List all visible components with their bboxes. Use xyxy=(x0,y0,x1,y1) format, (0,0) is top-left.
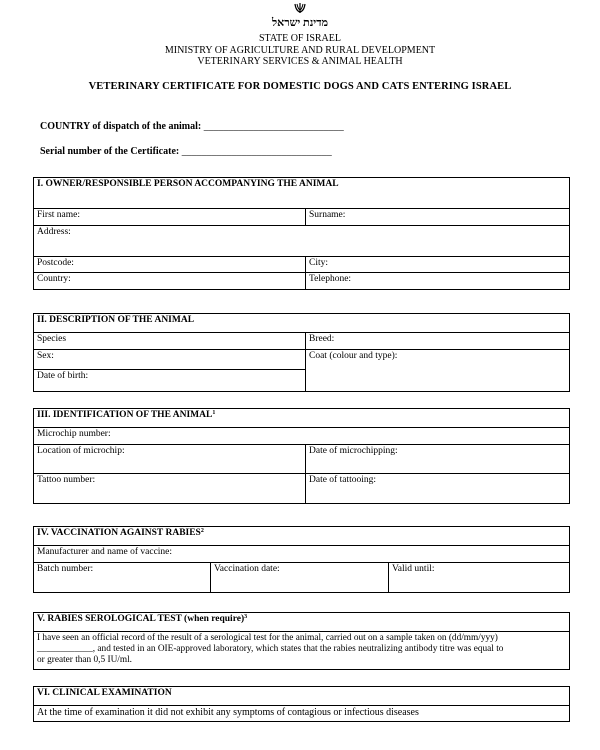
section-identification-title xyxy=(34,409,570,428)
serology-statement[interactable] xyxy=(34,632,570,670)
section-clinical-title: VI. CLINICAL EXAMINATION xyxy=(34,687,570,706)
state-emblem-icon xyxy=(292,0,308,14)
tattooing-date-field[interactable]: Date of tattooing: xyxy=(306,474,570,504)
section-description xyxy=(33,313,570,392)
species-field[interactable]: Species xyxy=(34,333,306,350)
vaccine-manufacturer-field[interactable]: Manufacturer and name of vaccine: xyxy=(34,546,570,563)
section-identification xyxy=(33,408,570,504)
postcode-field[interactable]: Postcode: xyxy=(34,257,306,273)
address-field[interactable]: Address: xyxy=(34,226,570,257)
batch-number-field[interactable]: Batch number: xyxy=(34,563,211,593)
section-vaccination-title xyxy=(34,527,570,546)
telephone-field[interactable]: Telephone: xyxy=(306,273,570,290)
serial-number-field[interactable] xyxy=(40,146,332,157)
footnote-3: 3 xyxy=(244,614,248,620)
hebrew-state-name: מדינת ישראל xyxy=(271,17,328,29)
serology-text-line-2: ____________, and tested in an OIE-approved laboratory, which states that the rabies neutralizing antibody titre was equal to xyxy=(37,644,504,654)
ministry-name: MINISTRY OF AGRICULTURE AND RURAL DEVELOPMENT xyxy=(164,45,436,56)
section-clinical xyxy=(33,686,570,722)
country-dispatch-field[interactable] xyxy=(40,121,344,132)
section-identification-title-text: III. IDENTIFICATION OF THE ANIMAL xyxy=(37,410,213,420)
breed-field[interactable]: Breed: xyxy=(306,333,570,350)
microchipping-date-field[interactable]: Date of microchipping: xyxy=(306,445,570,474)
section-owner xyxy=(33,177,570,290)
sex-field[interactable]: Sex: xyxy=(34,350,306,370)
section-description-title: II. DESCRIPTION OF THE ANIMAL xyxy=(34,314,570,333)
services-name: VETERINARY SERVICES & ANIMAL HEALTH xyxy=(197,56,403,67)
section-vaccination-title-text: IV. VACCINATION AGAINST RABIES xyxy=(37,528,201,538)
microchip-number-field[interactable]: Microchip number: xyxy=(34,428,570,445)
section-vaccination xyxy=(33,526,570,593)
country-dispatch-label: COUNTRY of dispatch of the animal: xyxy=(40,121,202,132)
country-dispatch-blank[interactable]: ____________________________ xyxy=(203,121,344,132)
country-field[interactable]: Country: xyxy=(34,273,306,290)
serial-number-blank[interactable]: ______________________________ xyxy=(181,146,332,157)
section-serology-title xyxy=(34,613,570,632)
city-field[interactable]: City: xyxy=(306,257,570,273)
footnote-2: 2 xyxy=(200,528,204,534)
tattoo-number-field[interactable]: Tattoo number: xyxy=(34,474,306,504)
serial-number-label: Serial number of the Certificate: xyxy=(40,146,180,157)
first-name-field[interactable]: First name: xyxy=(34,209,306,226)
serology-text-line-3: or greater than 0,5 IU/ml. xyxy=(37,655,133,665)
footnote-1: 1 xyxy=(212,410,216,416)
clinical-statement[interactable]: At the time of examination it did not exhibit any symptoms of contagious or infectious diseases xyxy=(34,706,570,722)
section-serology xyxy=(33,612,570,670)
section-serology-title-text: V. RABIES SEROLOGICAL TEST (when require) xyxy=(37,614,245,624)
microchip-location-field[interactable]: Location of microchip: xyxy=(34,445,306,474)
vaccination-date-field[interactable]: Vaccination date: xyxy=(211,563,389,593)
surname-field[interactable]: Surname: xyxy=(306,209,570,226)
coat-field[interactable]: Coat (colour and type): xyxy=(306,350,570,392)
document-title: VETERINARY CERTIFICATE FOR DOMESTIC DOGS AND CATS ENTERING ISRAEL xyxy=(88,81,512,92)
section-owner-title: I. OWNER/RESPONSIBLE PERSON ACCOMPANYING THE ANIMAL xyxy=(34,178,570,209)
valid-until-field[interactable]: Valid until: xyxy=(389,563,570,593)
date-of-birth-field[interactable]: Date of birth: xyxy=(34,370,306,392)
serology-text-line-1: I have seen an official record of the result of a serological test for the animal, carried out on a sample taken on (dd/mm/yyy) xyxy=(37,633,498,643)
state-name: STATE OF ISRAEL xyxy=(259,33,341,44)
